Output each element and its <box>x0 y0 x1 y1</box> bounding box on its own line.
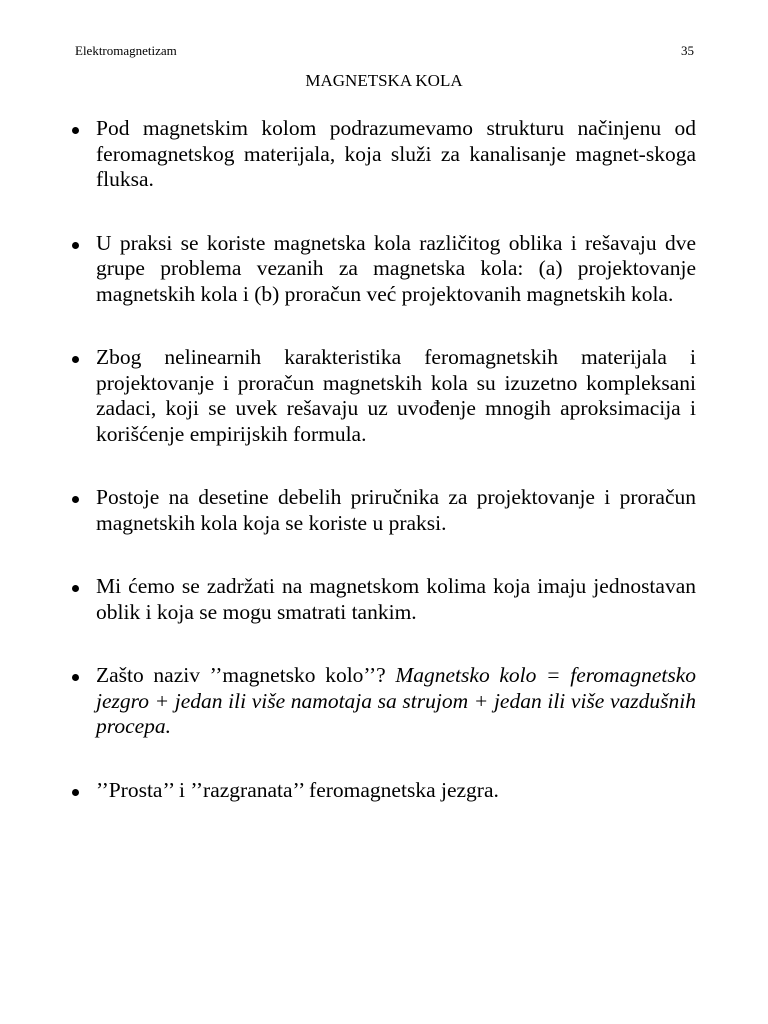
bullet-item <box>72 345 696 447</box>
bullet-dot-icon <box>72 496 79 503</box>
running-header <box>75 42 694 60</box>
bullet-text: Pod magnetskim kolom podrazumevamo strukturu načinjenu od feromagnetskog materijala, koja služi za kanalisanje magnet-skoga fluksa. <box>96 116 696 191</box>
page-number: 35 <box>681 43 694 58</box>
bullet-dot-icon <box>72 356 79 363</box>
bullet-text: Zbog nelinearnih karakteristika feromagnetskih materijala i projektovanje i proračun magnetskih kola su izuzetno kompleksani zadaci, koji se uvek rešavaju uz uvođenje mnogih aproksimacija i korišćenje empirijskih formula. <box>96 345 696 446</box>
bullet-dot-icon <box>72 242 79 249</box>
bullet-item <box>72 231 696 308</box>
bullet-dot-icon <box>72 789 79 796</box>
bullet-item <box>72 778 696 804</box>
bullet-dot-icon <box>72 585 79 592</box>
bullet-item <box>72 485 696 536</box>
bullet-item <box>72 663 696 740</box>
bullet-text: U praksi se koriste magnetska kola različitog oblika i rešavaju dve grupe problema vezanih za magnetska kola: (a) projektovanje magnetskih kola i (b) proračun već projektovanih magnetskih kola. <box>96 230 696 306</box>
bullet-dot-icon <box>72 674 79 681</box>
bullet-list <box>72 116 696 803</box>
bullet-item <box>72 574 696 625</box>
bullet-item <box>72 116 696 193</box>
bullet-dot-icon <box>72 127 79 134</box>
bullet-text-italic: Magnetsko kolo = feromagnetsko jezgro + jedan ili više namotaja sa strujom + jedan ili više vazdušnih procepa. <box>96 663 697 738</box>
book-title: Elektromagnetizam <box>75 43 177 58</box>
bullet-text: Mi ćemo se zadržati na magnetskom kolima koja imaju jednostavan oblik i koja se mogu smatrati tankim. <box>96 574 696 624</box>
bullet-text: Postoje na desetine debelih priručnika za projektovanje i proračun magnetskih kola koja se koriste u praksi. <box>96 485 696 535</box>
section-title: MAGNETSKA KOLA <box>305 71 463 90</box>
bullet-text: Zašto naziv ’’magnetsko kolo’’? <box>96 663 396 687</box>
bullet-text: ’’Prosta’’ i ’’razgranata’’ feromagnetska jezgra. <box>96 777 499 802</box>
